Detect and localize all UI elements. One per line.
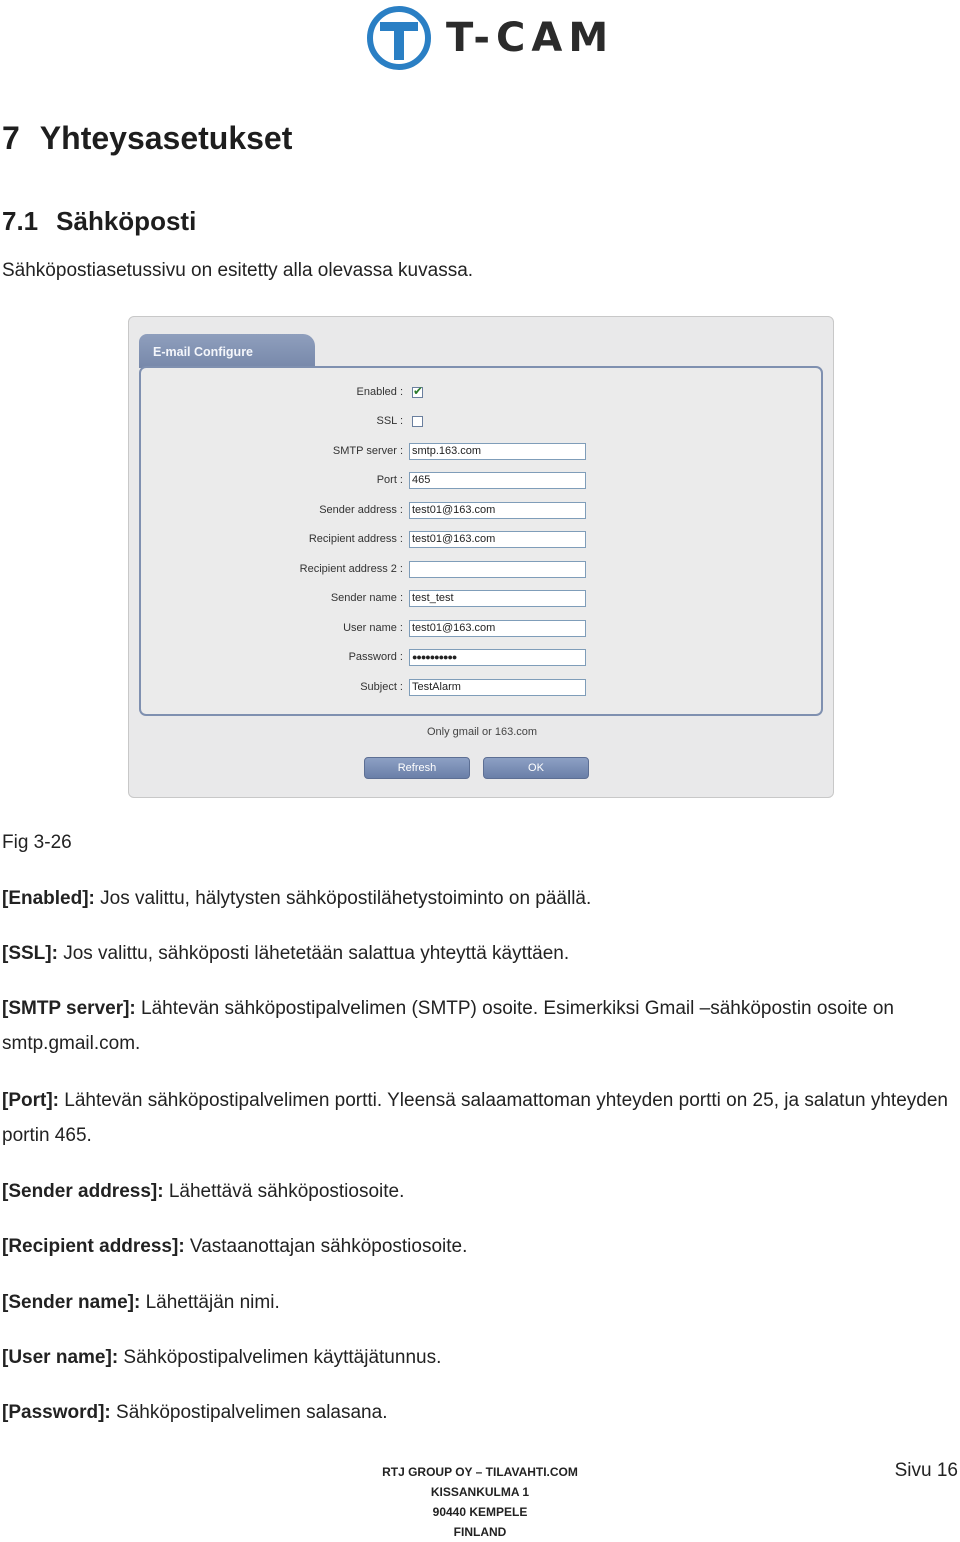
sender-name-label: Sender name :	[330, 592, 403, 604]
intro-text: Sähköpostiasetussivu on esitetty alla olevassa kuvassa.	[2, 260, 474, 281]
recipient-address-2-input[interactable]	[409, 561, 586, 578]
smtp-server-label: SMTP server :	[332, 445, 403, 457]
description-text: Sähköpostipalvelimen salasana.	[110, 1402, 388, 1423]
subject-input[interactable]: TestAlarm	[409, 679, 586, 696]
user-name-input[interactable]: test01@163.com	[409, 620, 586, 637]
t-cam-logo-icon	[366, 5, 432, 71]
description-text: Jos valittu, hälytysten sähköpostilähetystoiminto on päällä.	[94, 888, 592, 909]
description-term: [Sender name]:	[2, 1292, 141, 1313]
checkmark-icon: ✔	[413, 384, 424, 398]
user-name-label: User name :	[343, 622, 403, 634]
subsection-title: Sähköposti	[56, 206, 197, 236]
password-input[interactable]: ●●●●●●●●●●	[409, 649, 586, 666]
logo	[366, 4, 614, 72]
figure-caption: Fig 3-26	[2, 832, 72, 853]
description-text: Jos valittu, sähköposti lähetetään salattua yhteyttä käyttäen.	[57, 943, 570, 964]
footer-address	[380, 1462, 580, 1542]
recipient-address-2-label: Recipient address 2 :	[299, 563, 403, 575]
ssl-checkbox[interactable]	[412, 416, 423, 427]
description-term: [SMTP server]:	[2, 998, 136, 1019]
description-text: Sähköpostipalvelimen käyttäjätunnus.	[118, 1347, 442, 1368]
description-term: [Password]:	[2, 1402, 111, 1423]
enabled-label: Enabled :	[356, 386, 403, 398]
email-config-tab	[139, 334, 315, 368]
sender-address-label: Sender address :	[319, 504, 403, 516]
smtp-server-input[interactable]: smtp.163.com	[409, 443, 586, 460]
footer-company: RTJ GROUP OY – TILAVAHTI.COM	[382, 1465, 578, 1479]
description-recipient-address	[2, 1229, 952, 1264]
section-title: Yhteysasetukset	[39, 120, 293, 156]
description-password	[2, 1395, 952, 1430]
recipient-address-label: Recipient address :	[308, 533, 403, 545]
subject-label: Subject :	[360, 681, 403, 693]
subsection-number: 7.1	[2, 206, 39, 236]
description-sender-name	[2, 1285, 952, 1320]
refresh-button[interactable]: Refresh	[364, 757, 470, 779]
section-number: 7	[2, 120, 20, 156]
subsection-heading	[2, 206, 196, 237]
description-text: Lähettäjän nimi.	[140, 1292, 280, 1313]
description-port	[2, 1083, 952, 1153]
description-text: Vastaanottajan sähköpostiosoite.	[184, 1236, 468, 1257]
port-input[interactable]: 465	[409, 472, 586, 489]
section-heading	[2, 120, 292, 157]
description-term: [Recipient address]:	[2, 1236, 185, 1257]
recipient-address-input[interactable]: test01@163.com	[409, 531, 586, 548]
description-term: [Enabled]:	[2, 888, 95, 909]
sender-address-input[interactable]: test01@163.com	[409, 502, 586, 519]
description-term: [Port]:	[2, 1090, 59, 1111]
description-text: Lähtevän sähköpostipalvelimen (SMTP) osoite. Esimerkiksi Gmail –sähköpostin osoite on smtp.gmail.com.	[2, 998, 895, 1054]
page-number: Sivu 16	[894, 1460, 958, 1481]
port-label: Port :	[376, 474, 403, 486]
description-user-name	[2, 1340, 952, 1375]
provider-note: Only gmail or 163.com	[427, 726, 538, 738]
description-sender-address	[2, 1174, 952, 1209]
ok-button[interactable]: OK	[483, 757, 589, 779]
description-smtp-server	[2, 991, 952, 1061]
description-text: Lähettävä sähköpostiosoite.	[163, 1181, 405, 1202]
ssl-label: SSL :	[376, 415, 403, 427]
description-text: Lähtevän sähköpostipalvelimen portti. Yleensä salaamattoman yhteyden portti on 25, ja salatun yhteyden portin 465.	[2, 1090, 948, 1146]
email-config-tab-title: E-mail Configure	[153, 345, 254, 359]
enabled-checkbox[interactable]	[412, 384, 424, 398]
description-enabled	[2, 881, 952, 916]
description-term: [Sender address]:	[2, 1181, 164, 1202]
description-term: [SSL]:	[2, 943, 58, 964]
description-ssl	[2, 936, 952, 971]
footer-city: 90440 KEMPELE	[432, 1505, 528, 1519]
password-label: Password :	[348, 651, 403, 663]
footer-country: FINLAND	[453, 1525, 507, 1539]
logo-text: T-CAM	[446, 15, 615, 61]
footer-street: KISSANKULMA 1	[430, 1485, 530, 1499]
description-term: [User name]:	[2, 1347, 119, 1368]
sender-name-input[interactable]: test_test	[409, 590, 586, 607]
